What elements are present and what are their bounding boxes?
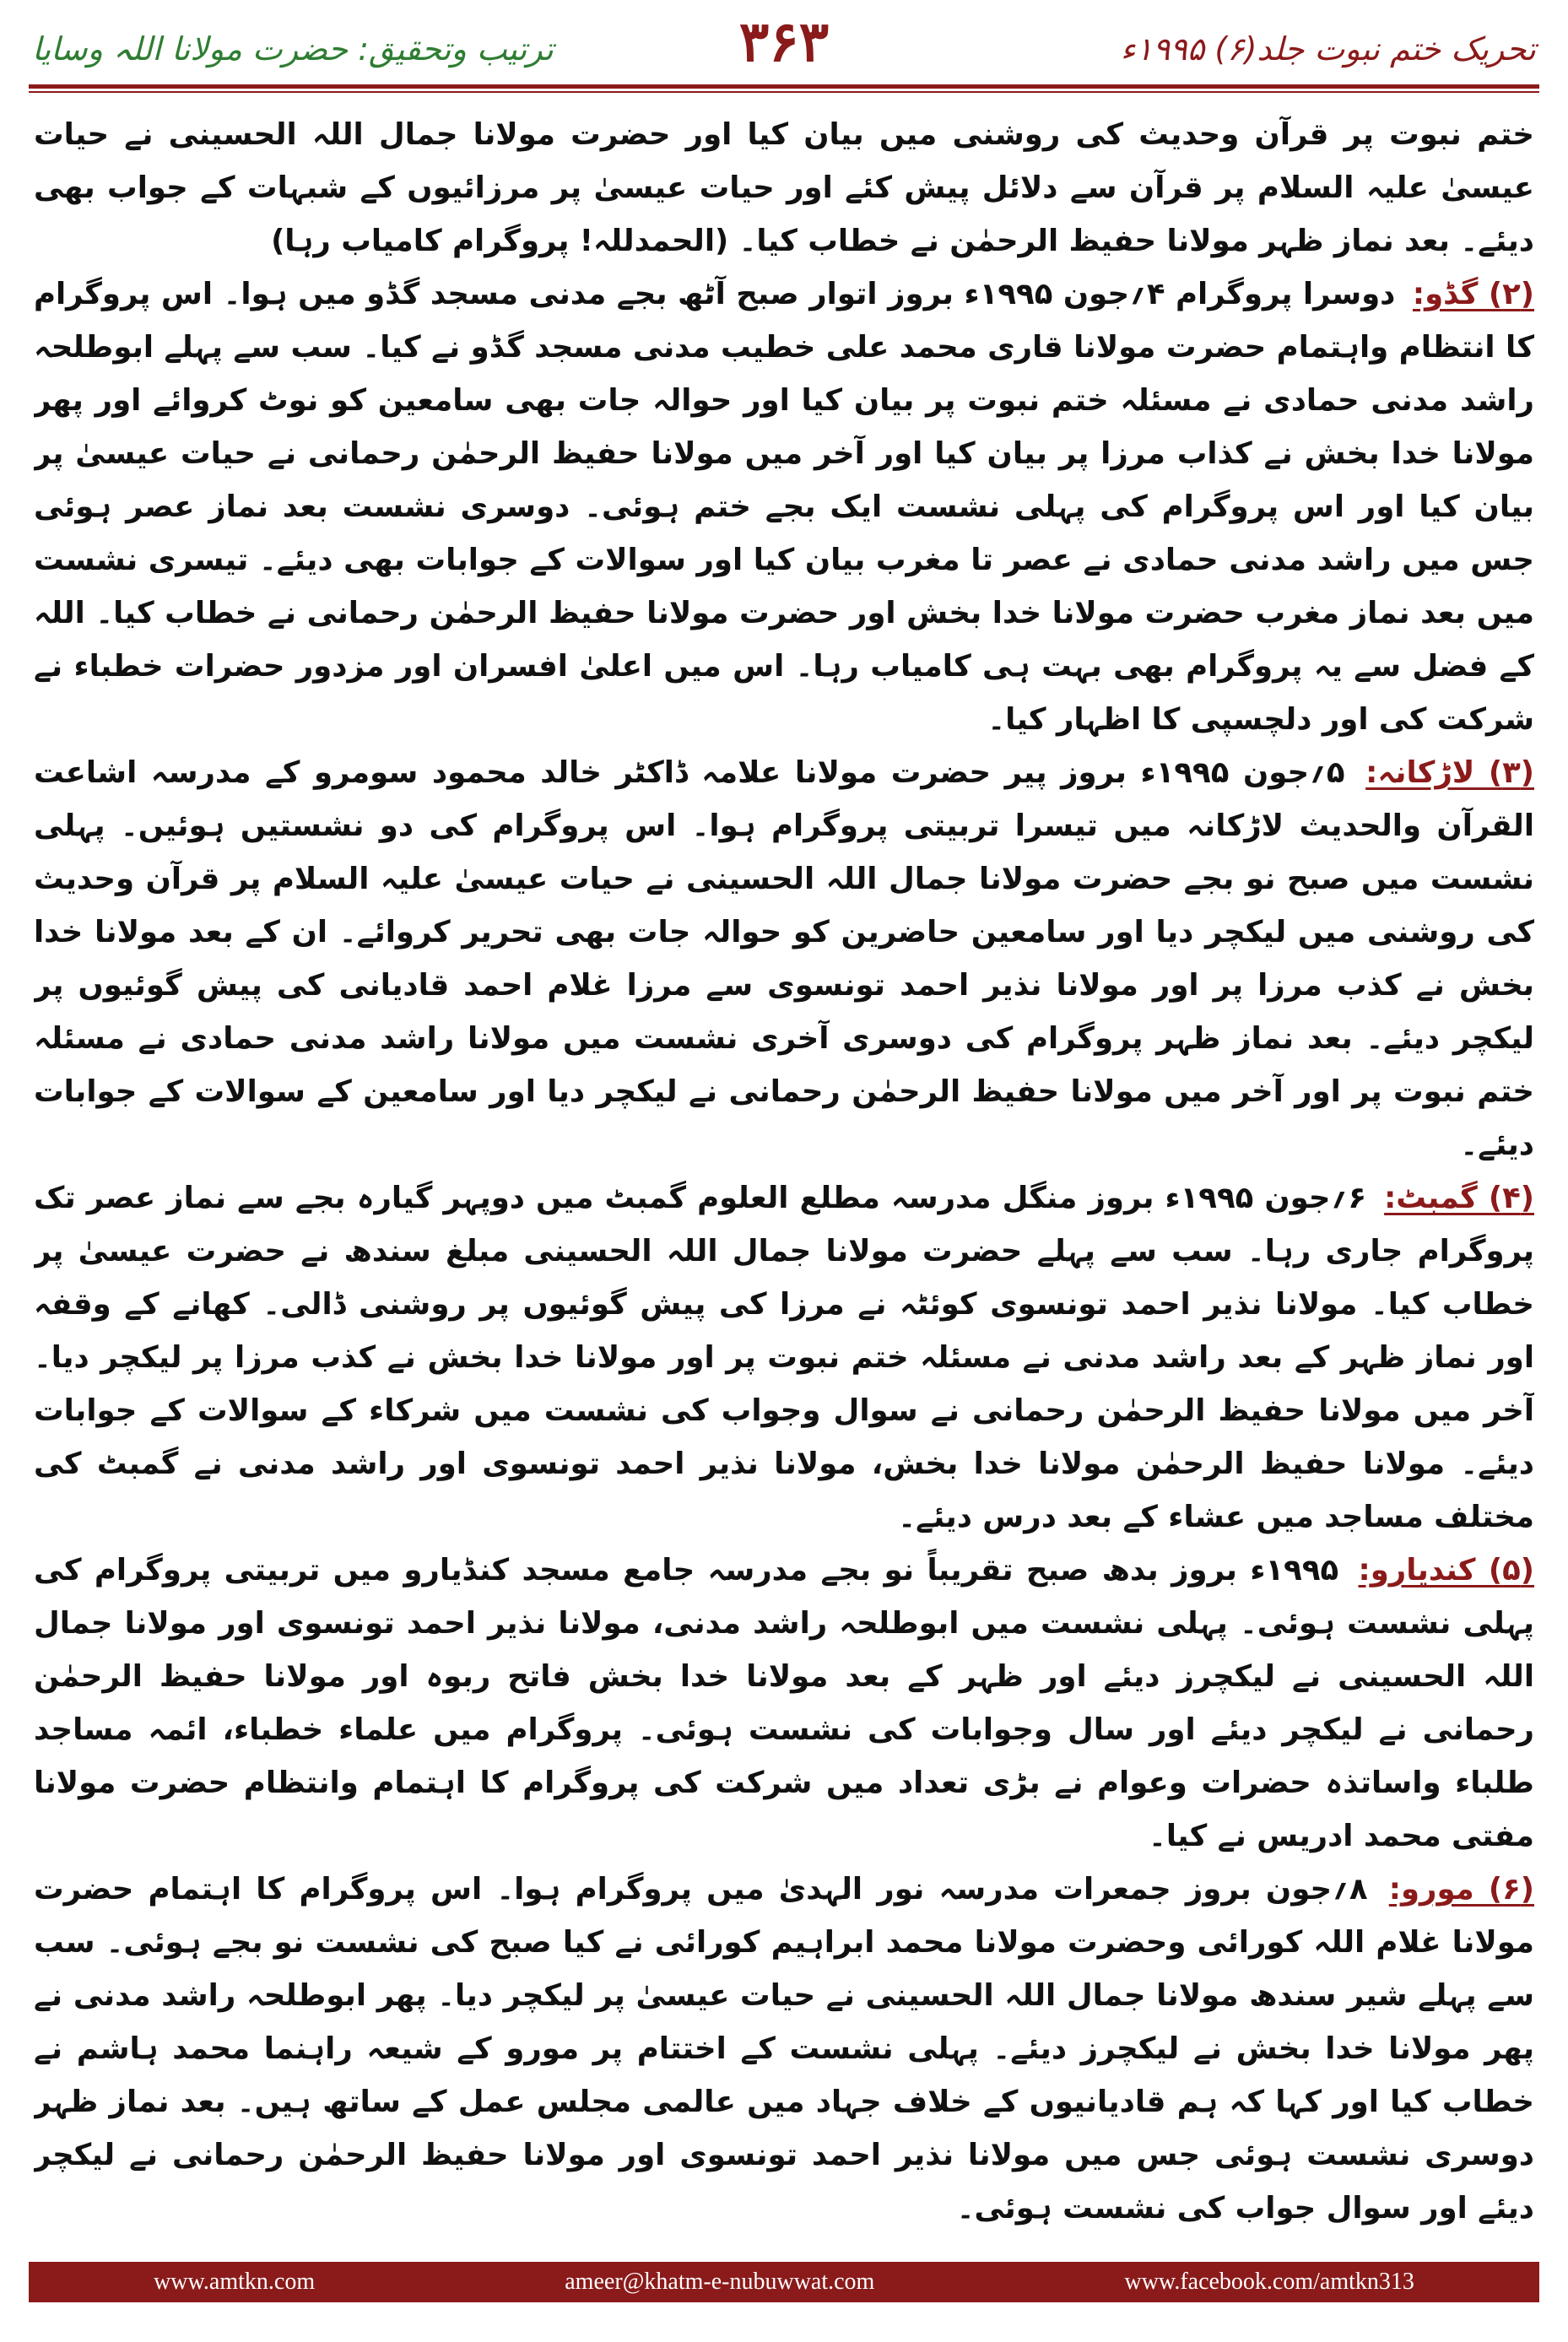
section-heading: (۳) لاڑکانہ: xyxy=(1365,755,1534,790)
facebook-link[interactable]: www.facebook.com/amtkn313 xyxy=(1124,2269,1414,2295)
section-larkana xyxy=(34,746,1534,1171)
paragraph-text: ختم نبوت پر قرآن وحدیث کی روشنی میں بیان کیا اور حضرت مولانا جمال اللہ الحسینی نے حیات عیسیٰ علیہ السلام پر قرآن سے دلائل پیش کئے اور حیات عیسیٰ پر مرزائیوں کے شبہات کے جواب بھی دیئے۔ بعد نماز ظہر مولانا حفیظ الرحمٰن نے خطاب کیا۔ (الحمدللہ! پروگرام کامیاب رہا) xyxy=(34,117,1534,258)
section-guddu xyxy=(34,268,1534,746)
footer-bar xyxy=(29,2262,1539,2302)
paragraph-text: ۵؍جون ۱۹۹۵ء بروز پیر حضرت مولانا علامہ ڈاکٹر خالد محمود سومرو کے مدرسہ اشاعت القرآن والحدیث لاڑکانہ میں تیسرا تربیتی پروگرام ہوا۔ اس پروگرام کی دو نشستیں ہوئیں۔ پہلی نشست میں صبح نو بجے حضرت مولانا جمال اللہ الحسینی نے حیات عیسیٰ علیہ السلام پر قرآن وحدیث کی روشنی میں لیکچر دیا اور سامعین حاضرین کو حوالہ جات بھی تحریر کروائے۔ ان کے بعد مولانا خدا بخش نے کذب مرزا پر اور مولانا نذیر احمد تونسوی سے مرزا غلام احمد قادیانی کی پیش گوئیوں پر لیکچر دیئے۔ بعد نماز ظہر پروگرام کی دوسری آخری نشست میں مولانا راشد مدنی حمادی نے مسئلہ ختم نبوت پر اور آخر میں مولانا حفیظ الرحمٰن رحمانی نے لیکچر دیا اور سامعین کے سوالات کے جوابات دیئے۔ xyxy=(34,755,1534,1162)
section-gambat xyxy=(34,1171,1534,1544)
header-rule-thin xyxy=(29,91,1539,93)
section-heading: (۵) کندیارو: xyxy=(1358,1553,1534,1587)
section-heading: (۶) مورو: xyxy=(1388,1872,1534,1907)
book-title: تحریک ختم نبوت جلد(۶) ۱۹۹۵ء xyxy=(1120,30,1536,68)
compiler-credit: ترتیب وتحقیق: حضرت مولانا اللہ وسایا xyxy=(32,30,554,68)
website-link[interactable]: www.amtkn.com xyxy=(154,2269,316,2295)
page-body xyxy=(34,108,1534,2239)
paragraph-text: ۸؍جون بروز جمعرات مدرسہ نور الہدیٰ میں پروگرام ہوا۔ اس پروگرام کا اہتمام حضرت مولانا غلام اللہ کورائی وحضرت مولانا محمد ابراہیم کورائی نے کیا صبح کی نشست نو بجے ہوئی۔ سب سے پہلے شیر سندھ مولانا جمال اللہ الحسینی نے حیات عیسیٰ پر لیکچر دیا۔ پھر ابوطلحہ راشد مدنی نے پھر مولانا خدا بخش نے لیکچرز دیئے۔ پہلی نشست کے اختتام پر مورو کے شیعہ راہنما محمد ہاشم نے خطاب کیا اور کہا کہ ہم قادیانیوں کے خلاف جہاد میں عالمی مجلس عمل کے ساتھ ہیں۔ بعد نماز ظہر دوسری نشست ہوئی جس میں مولانا نذیر احمد تونسوی اور مولانا حفیظ الرحمٰن رحمانی نے لیکچر دیئے اور سوال جواب کی نشست ہوئی۔ xyxy=(34,1872,1534,2226)
header-rule xyxy=(29,84,1539,89)
section-hyderabad xyxy=(34,2235,1534,2239)
paragraph-intro xyxy=(34,108,1534,268)
section-heading: (۲) گڈو: xyxy=(1412,277,1534,311)
email-link[interactable]: ameer@khatm-e-nubuwwat.com xyxy=(565,2269,875,2295)
section-moro xyxy=(34,1863,1534,2235)
page-header xyxy=(0,0,1568,80)
section-heading: (۴) گمبٹ: xyxy=(1384,1181,1534,1215)
section-kandiaro xyxy=(34,1544,1534,1863)
page-number: ۳۶۳ xyxy=(738,8,830,74)
paragraph-text: دوسرا پروگرام ۴؍جون ۱۹۹۵ء بروز اتوار صبح آٹھ بجے مدنی مسجد گڈو میں ہوا۔ اس پروگرام کا انتظام واہتمام حضرت مولانا قاری محمد علی خطیب مدنی مسجد گڈو نے کیا۔ سب سے پہلے ابوطلحہ راشد مدنی حمادی نے مسئلہ ختم نبوت پر بیان کیا اور حوالہ جات بھی سامعین کو نوٹ کروائے اور پھر مولانا خدا بخش نے کذاب مرزا پر بیان کیا اور آخر میں مولانا حفیظ الرحمٰن رحمانی نے حیات عیسیٰ پر بیان کیا اور اس پروگرام کی پہلی نشست ایک بجے ختم ہوئی۔ دوسری نشست بعد نماز عصر ہوئی جس میں راشد مدنی حمادی نے عصر تا مغرب بیان کیا اور سوالات کے جوابات بھی دیئے۔ تیسری نشست میں بعد نماز مغرب حضرت مولانا خدا بخش اور حضرت مولانا حفیظ الرحمٰن رحمانی نے خطاب کیا۔ اللہ کے فضل سے یہ پروگرام بھی بہت ہی کامیاب رہا۔ اس میں اعلیٰ افسران اور مزدور حضرات خطباء نے شرکت کی اور دلچسپی کا اظہار کیا۔ xyxy=(34,277,1534,737)
paragraph-text: ۶؍جون ۱۹۹۵ء بروز منگل مدرسہ مطلع العلوم گمبٹ میں دوپہر گیارہ بجے سے نماز عصر تک پروگرام جاری رہا۔ سب سے پہلے حضرت مولانا جمال اللہ الحسینی مبلغ سندھ نے حضرت عیسیٰ پر خطاب کیا۔ مولانا نذیر احمد تونسوی کوئٹہ نے مرزا کی پیش گوئیوں پر روشنی ڈالی۔ کھانے کے وقفہ اور نماز ظہر کے بعد راشد مدنی نے مسئلہ ختم نبوت پر اور مولانا خدا بخش نے کذب مرزا پر لیکچر دیا۔ آخر میں مولانا حفیظ الرحمٰن رحمانی نے سوال وجواب کی نشست میں شرکاء کے سوالات کے جوابات دیئے۔ مولانا حفیظ الرحمٰن مولانا خدا بخش، مولانا نذیر احمد تونسوی اور راشد مدنی نے گمبٹ کی مختلف مساجد میں عشاء کے بعد درس دیئے۔ xyxy=(34,1181,1534,1534)
paragraph-text: ۱۹۹۵ء بروز بدھ صبح تقریباً نو بجے مدرسہ جامع مسجد کنڈیارو میں تربیتی پروگرام کی پہلی نشست ہوئی۔ پہلی نشست میں ابوطلحہ راشد مدنی، مولانا نذیر احمد تونسوی اور مولانا جمال اللہ الحسینی نے لیکچرز دیئے اور ظہر کے بعد مولانا خدا بخش فاتح ربوہ اور مولانا حفیظ الرحمٰن رحمانی نے لیکچر دیئے اور سال وجوابات کی نشست ہوئی۔ پروگرام میں علماء خطباء، ائمہ مساجد طلباء واساتذہ حضرات وعوام نے بڑی تعداد میں شرکت کی پروگرام کا اہتمام وانتظام حضرت مولانا مفتی محمد ادریس نے کیا۔ xyxy=(34,1553,1534,1853)
